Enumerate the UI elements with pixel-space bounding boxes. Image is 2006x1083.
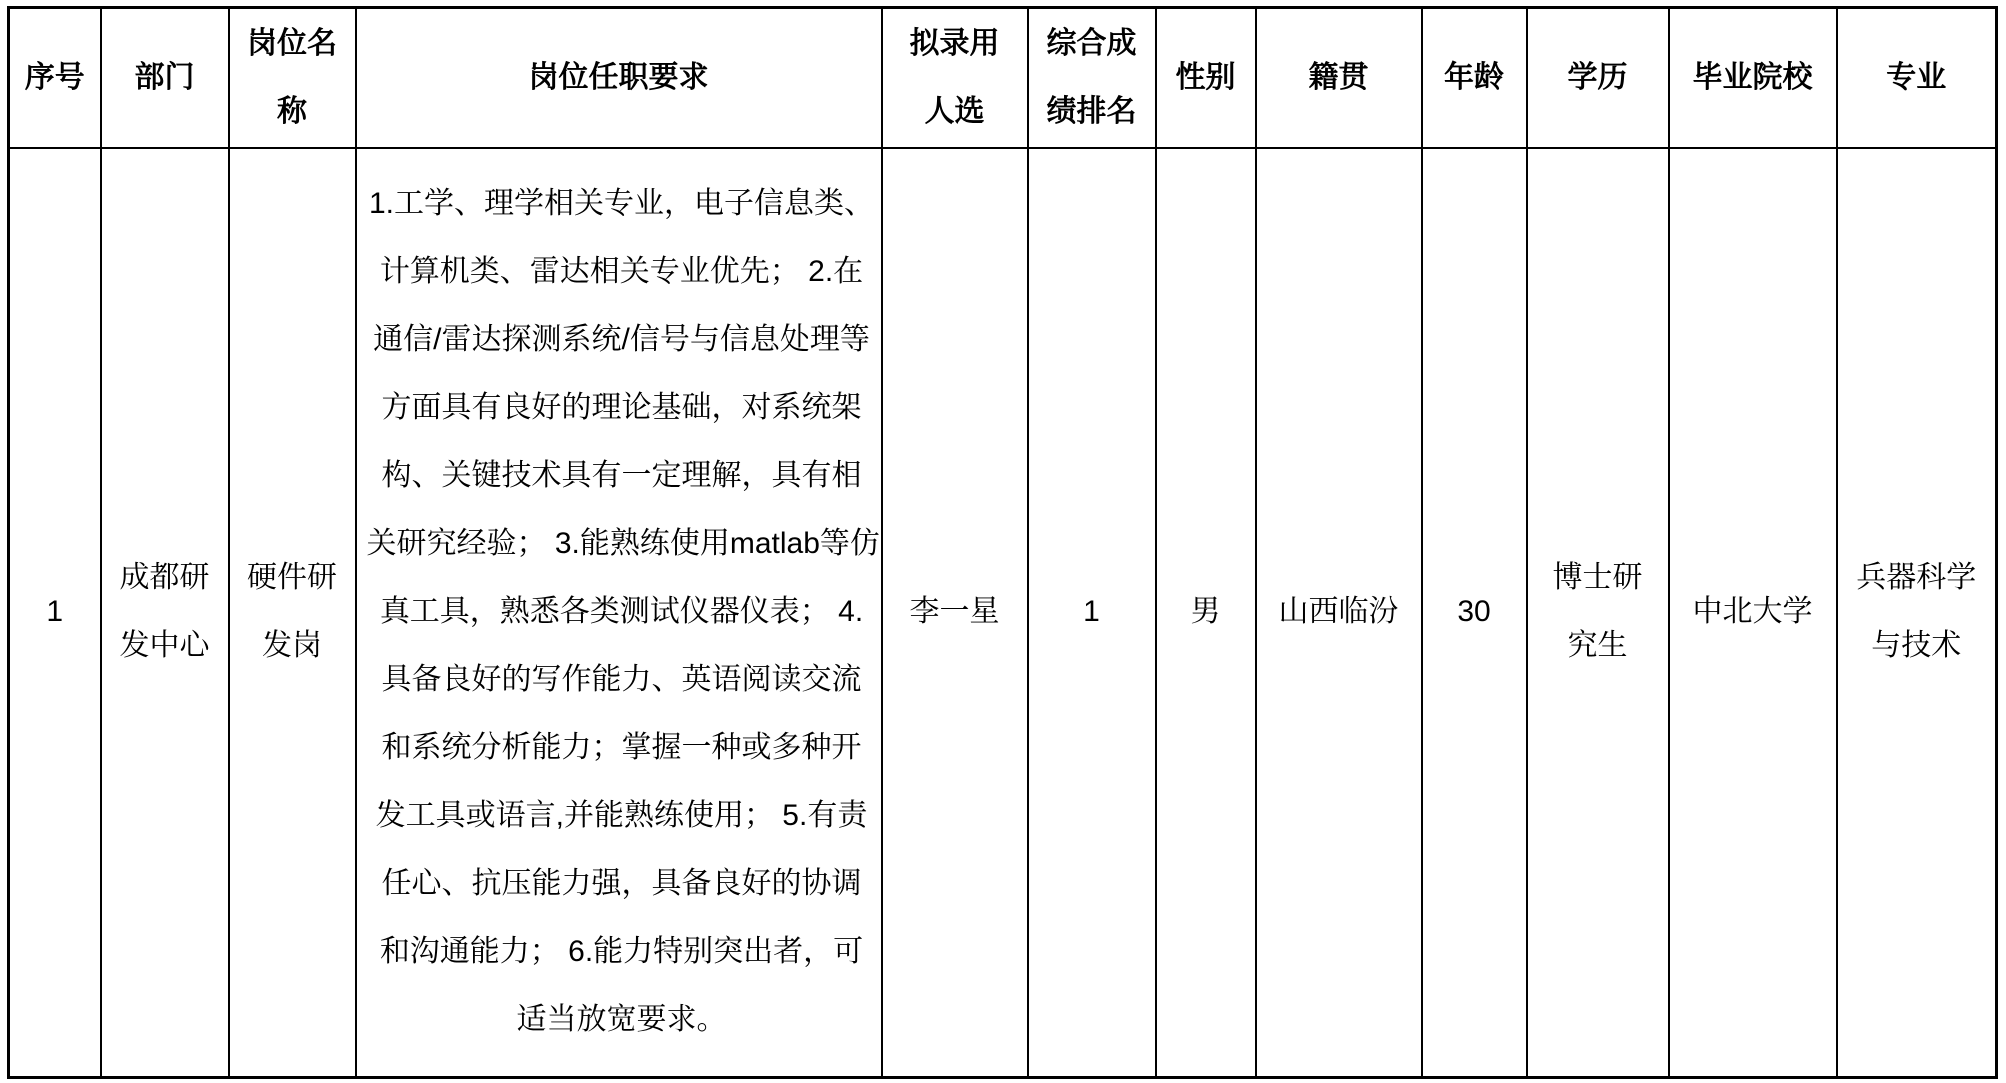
requirement-line: 任心、抗压能力强，具备良好的协调	[381, 867, 862, 901]
requirement-line: 方面具有良好的理论基础，对系统架	[381, 391, 862, 425]
cell-education: 博士研究生	[1527, 148, 1669, 1078]
header-position: 岗位名称	[229, 8, 356, 148]
cell-gender: 男	[1156, 148, 1256, 1078]
requirement-line: 计算机类、雷达相关专业优先； 2.在	[379, 255, 864, 289]
header-education: 学历	[1527, 8, 1669, 148]
requirement-line: 通信/雷达探测系统/信号与信息处理等	[373, 323, 870, 357]
header-rank: 综合成绩排名	[1028, 8, 1156, 148]
cell-native-place: 山西临汾	[1256, 148, 1422, 1078]
header-native-place: 籍贯	[1256, 8, 1422, 148]
header-seq: 序号	[9, 8, 101, 148]
requirement-line: 发工具或语言,并能熟练使用； 5.有责	[375, 799, 868, 833]
header-requirements: 岗位任职要求	[356, 8, 882, 148]
requirement-line: 1.工学、理学相关专业，电子信息类、	[368, 187, 875, 221]
header-row	[9, 8, 1997, 148]
cell-school: 中北大学	[1669, 148, 1837, 1078]
header-gender: 性别	[1156, 8, 1256, 148]
requirement-line: 真工具，熟悉各类测试仪器仪表； 4.	[379, 595, 864, 629]
cell-age: 30	[1422, 148, 1527, 1078]
header-department: 部门	[101, 8, 229, 148]
cell-seq: 1	[9, 148, 101, 1078]
cell-position: 硬件研发岗	[229, 148, 356, 1078]
cell-major: 兵器科学与技术	[1837, 148, 1997, 1078]
cell-rank: 1	[1028, 148, 1156, 1078]
cell-requirements	[356, 148, 882, 1078]
requirement-line: 构、关键技术具有一定理解，具有相	[381, 459, 862, 493]
requirement-line: 关研究经验； 3.能熟练使用matlab等仿	[366, 527, 880, 561]
requirement-line: 和系统分析能力；掌握一种或多种开	[381, 731, 862, 765]
cell-candidate: 李一星	[882, 148, 1028, 1078]
cell-department: 成都研发中心	[101, 148, 229, 1078]
header-school: 毕业院校	[1669, 8, 1837, 148]
requirement-line: 具备良好的写作能力、英语阅读交流	[381, 663, 862, 697]
table-row	[9, 148, 1997, 1078]
requirement-line: 和沟通能力； 6.能力特别突出者，可	[379, 935, 864, 969]
recruitment-table	[7, 6, 1998, 1079]
header-age: 年龄	[1422, 8, 1527, 148]
header-candidate: 拟录用人选	[882, 8, 1028, 148]
header-major: 专业	[1837, 8, 1997, 148]
requirement-line: 适当放宽要求。	[516, 1003, 727, 1037]
